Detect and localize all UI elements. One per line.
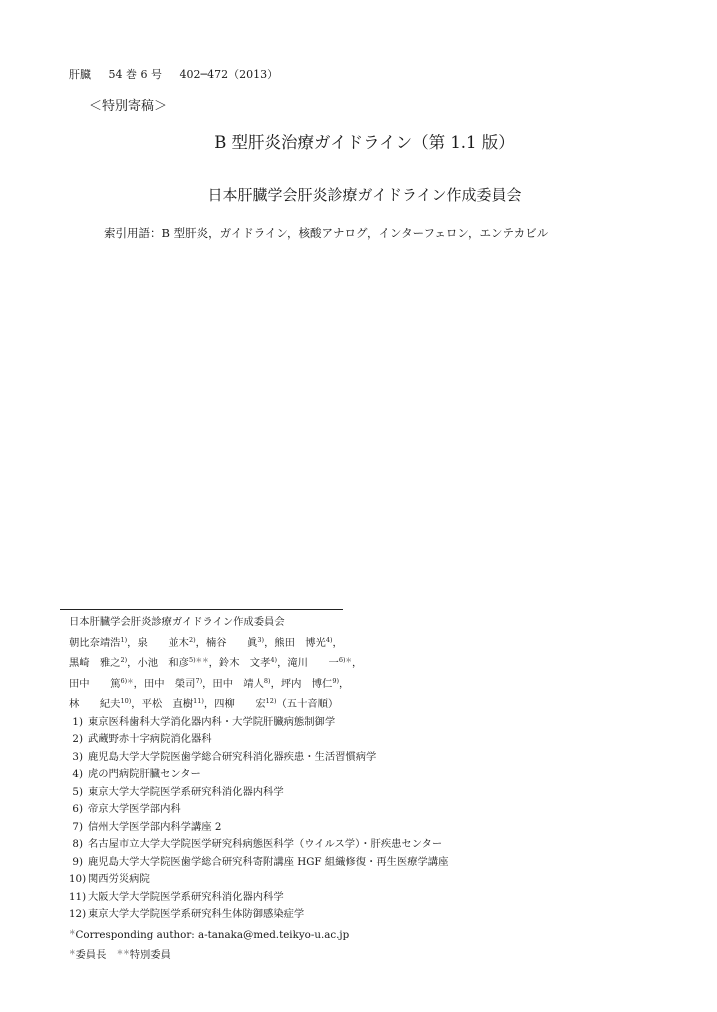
chair-mark: ＊ xyxy=(69,948,76,956)
committee-member-line xyxy=(69,632,448,653)
committee-member-line xyxy=(69,693,448,714)
footnote-divider xyxy=(60,609,343,610)
affiliation-number: 9) xyxy=(72,855,83,868)
member-superscript: 2) xyxy=(120,656,128,664)
member-text: ，楠谷 眞 xyxy=(195,636,258,649)
committee-member-line xyxy=(69,652,448,673)
member-text: ， xyxy=(332,636,343,649)
affiliation-text: 東京医科歯科大学消化器内科・大学院肝臓病態制御学 xyxy=(88,715,336,728)
corresponding-text: Corresponding author: a-tanaka@med.teikyo-u.ac.jp xyxy=(75,928,350,941)
affiliation-item xyxy=(69,784,448,802)
affiliation-text: 帝京大学医学部内科 xyxy=(88,803,181,815)
committee-members xyxy=(69,632,448,714)
affiliation-item xyxy=(69,714,448,732)
affiliation-number: 10) xyxy=(69,873,87,885)
member-superscript: 2) xyxy=(188,635,196,644)
member-text: ，平松 直樹 xyxy=(131,698,194,710)
corresponding-mark: ＊ xyxy=(69,927,76,936)
affiliation-item xyxy=(69,766,448,784)
chair-label: 委員長 xyxy=(75,949,107,961)
member-text: 田中 篤 xyxy=(69,677,121,690)
affiliation-text: 大阪大学大学院医学系研究科消化器内科学 xyxy=(88,890,284,903)
journal-volume: 54 巻 6 号 xyxy=(108,68,162,81)
special-label: 特別委員 xyxy=(129,949,171,961)
affiliation-number: 4) xyxy=(72,768,83,780)
journal-name: 肝臓 xyxy=(69,68,91,81)
affiliation-item xyxy=(69,731,448,749)
committee-heading: 日本肝臓学会肝炎診療ガイドライン作成委員会 xyxy=(69,616,285,628)
author-committee-block xyxy=(0,184,717,205)
affiliation-number: 2) xyxy=(72,733,83,745)
journal-header xyxy=(69,66,292,82)
affiliation-text: 信州大学医学部内科学講座 2 xyxy=(88,820,222,833)
member-superscript: 6)＊ xyxy=(120,676,134,685)
journal-pages: 402─472（2013） xyxy=(179,68,279,81)
affiliation-text: 武蔵野赤十字病院消化器科 xyxy=(88,733,212,745)
author-committee: 日本肝臓学会肝炎診療ガイドライン作成委員会 xyxy=(207,186,522,204)
affiliation-number: 8) xyxy=(72,838,83,850)
affiliation-item xyxy=(69,749,448,767)
member-text: ，小池 和彦 xyxy=(127,657,189,669)
article-title: B 型肝炎治療ガイドライン（第 1.1 版） xyxy=(214,133,515,152)
affiliation-item xyxy=(69,906,448,924)
role-legend xyxy=(69,944,448,965)
affiliation-item xyxy=(69,871,448,889)
affiliation-item xyxy=(69,836,448,854)
affiliation-text: 名古屋市立大学大学院医学研究科病態医科学（ウイルス学）・肝疾患センター xyxy=(88,838,443,850)
article-category: ＜特別寄稿＞ xyxy=(89,99,168,114)
affiliation-number: 12) xyxy=(69,908,87,920)
member-text: ，泉 並木 xyxy=(127,636,189,649)
affiliation-number: 6) xyxy=(72,803,83,815)
affiliation-number: 3) xyxy=(72,750,83,763)
member-superscript: 9) xyxy=(332,676,340,685)
member-text: ，鈴木 文孝 xyxy=(208,657,271,669)
affiliation-number: 1) xyxy=(72,715,83,728)
member-text: ，田中 榮司 xyxy=(133,677,196,690)
member-text: （五十音順） xyxy=(276,698,339,710)
index-keywords: 索引用語：B 型肝炎，ガイドライン，核酸アナログ，インターフェロン，エンテカビル xyxy=(104,226,549,240)
special-mark: ＊＊ xyxy=(116,948,130,956)
affiliation-item xyxy=(69,819,448,837)
article-title-block xyxy=(0,129,717,153)
member-superscript: 12) xyxy=(265,697,277,705)
footnotes xyxy=(69,614,448,965)
affiliation-list xyxy=(69,714,448,924)
member-superscript: 4) xyxy=(270,656,278,664)
affiliation-item xyxy=(69,801,448,819)
member-text: 黒崎 雅之 xyxy=(69,657,121,669)
member-text: ，熊田 博光 xyxy=(264,636,326,649)
member-text: ， xyxy=(339,677,350,690)
member-superscript: 6)＊ xyxy=(338,656,353,664)
affiliation-text: 虎の門病院肝臓センター xyxy=(88,768,201,780)
member-text: ，四柳 宏 xyxy=(203,698,266,710)
member-superscript: 3) xyxy=(257,635,265,644)
member-superscript: 10) xyxy=(120,697,132,705)
member-superscript: 11) xyxy=(193,697,204,705)
member-superscript: 8) xyxy=(263,676,271,685)
member-text: ， xyxy=(352,657,363,669)
affiliation-item xyxy=(69,889,448,907)
affiliation-text: 鹿児島大学大学院医歯学総合研究科寄附講座 HGF 組織修復・再生医療学講座 xyxy=(88,855,449,868)
member-superscript: 1) xyxy=(120,635,128,644)
member-text: 朝比奈靖浩 xyxy=(69,636,121,649)
affiliation-number: 7) xyxy=(72,820,83,833)
affiliation-item xyxy=(69,854,448,872)
member-text: ，坪内 博仁 xyxy=(270,677,333,690)
member-text: ，田中 靖人 xyxy=(202,677,264,690)
member-superscript: 4) xyxy=(325,635,333,644)
affiliation-text: 東京大学大学院医学系研究科消化器内科学 xyxy=(88,785,284,798)
committee-member-line xyxy=(69,673,448,694)
affiliation-number: 5) xyxy=(72,785,83,798)
member-text: 林 紀夫 xyxy=(69,698,121,710)
affiliation-text: 東京大学大学院医学系研究科生体防御感染症学 xyxy=(88,908,305,920)
member-superscript: 7) xyxy=(195,676,203,685)
affiliation-text: 関西労災病院 xyxy=(88,873,150,885)
affiliation-number: 11) xyxy=(69,890,87,903)
corresponding-author xyxy=(69,924,448,945)
member-text: ，滝川 一 xyxy=(277,657,339,669)
affiliation-text: 鹿児島大学大学院医歯学総合研究科消化器疾患・生活習慣病学 xyxy=(88,750,377,763)
member-superscript: 5)＊＊ xyxy=(188,656,209,664)
